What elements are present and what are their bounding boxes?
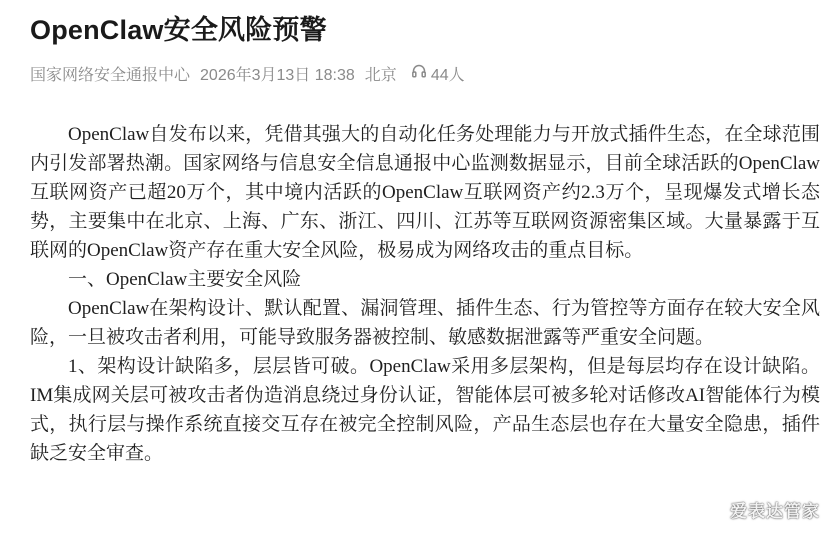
- paragraph-intro: OpenClaw自发布以来，凭借其强大的自动化任务处理能力与开放式插件生态，在全球范围内引发部署热潮。国家网络与信息安全信息通报中心监测数据显示，目前全球活跃的OpenClaw互联网资产已超20万个，其中境内活跃的OpenClaw互联网资产约2.3万个，呈现爆发式增长态势，主要集中在北京、上海、广东、浙江、四川、江苏等互联网资源密集区域。大量暴露于互联网的OpenClaw资产存在重大安全风险，极易成为网络攻击的重点目标。: [30, 124, 820, 261]
- article-meta: [30, 62, 465, 85]
- listener-count: 44人: [430, 67, 465, 84]
- article-title: OpenClaw安全风险预警: [30, 15, 327, 45]
- article-location: 北京: [364, 67, 397, 84]
- listen-count[interactable]: [411, 62, 465, 85]
- section-heading: 一、OpenClaw主要安全风险: [68, 269, 302, 290]
- article-body: [30, 120, 820, 468]
- watermark: 爱表达管家: [730, 502, 820, 521]
- article-source[interactable]: 国家网络安全通报中心: [30, 67, 191, 84]
- paragraph-risk-overview: OpenClaw在架构设计、默认配置、漏洞管理、插件生态、行为管控等方面存在较大安全风险，一旦被攻击者利用，可能导致服务器被控制、敏感数据泄露等严重安全问题。: [30, 298, 820, 348]
- article-date: 2026年3月13日 18:38: [200, 67, 355, 84]
- paragraph-architecture: 1、架构设计缺陷多，层层皆可破。OpenClaw采用多层架构，但是每层均存在设计缺陷。IM集成网关层可被攻击者伪造消息绕过身份认证，智能体层可被多轮对话修改AI智能体行为模式，执行层与操作系统直接交互存在被完全控制风险，产品生态层也存在大量安全隐患，插件缺乏安全审查。: [30, 356, 820, 464]
- headphones-icon: [411, 63, 431, 84]
